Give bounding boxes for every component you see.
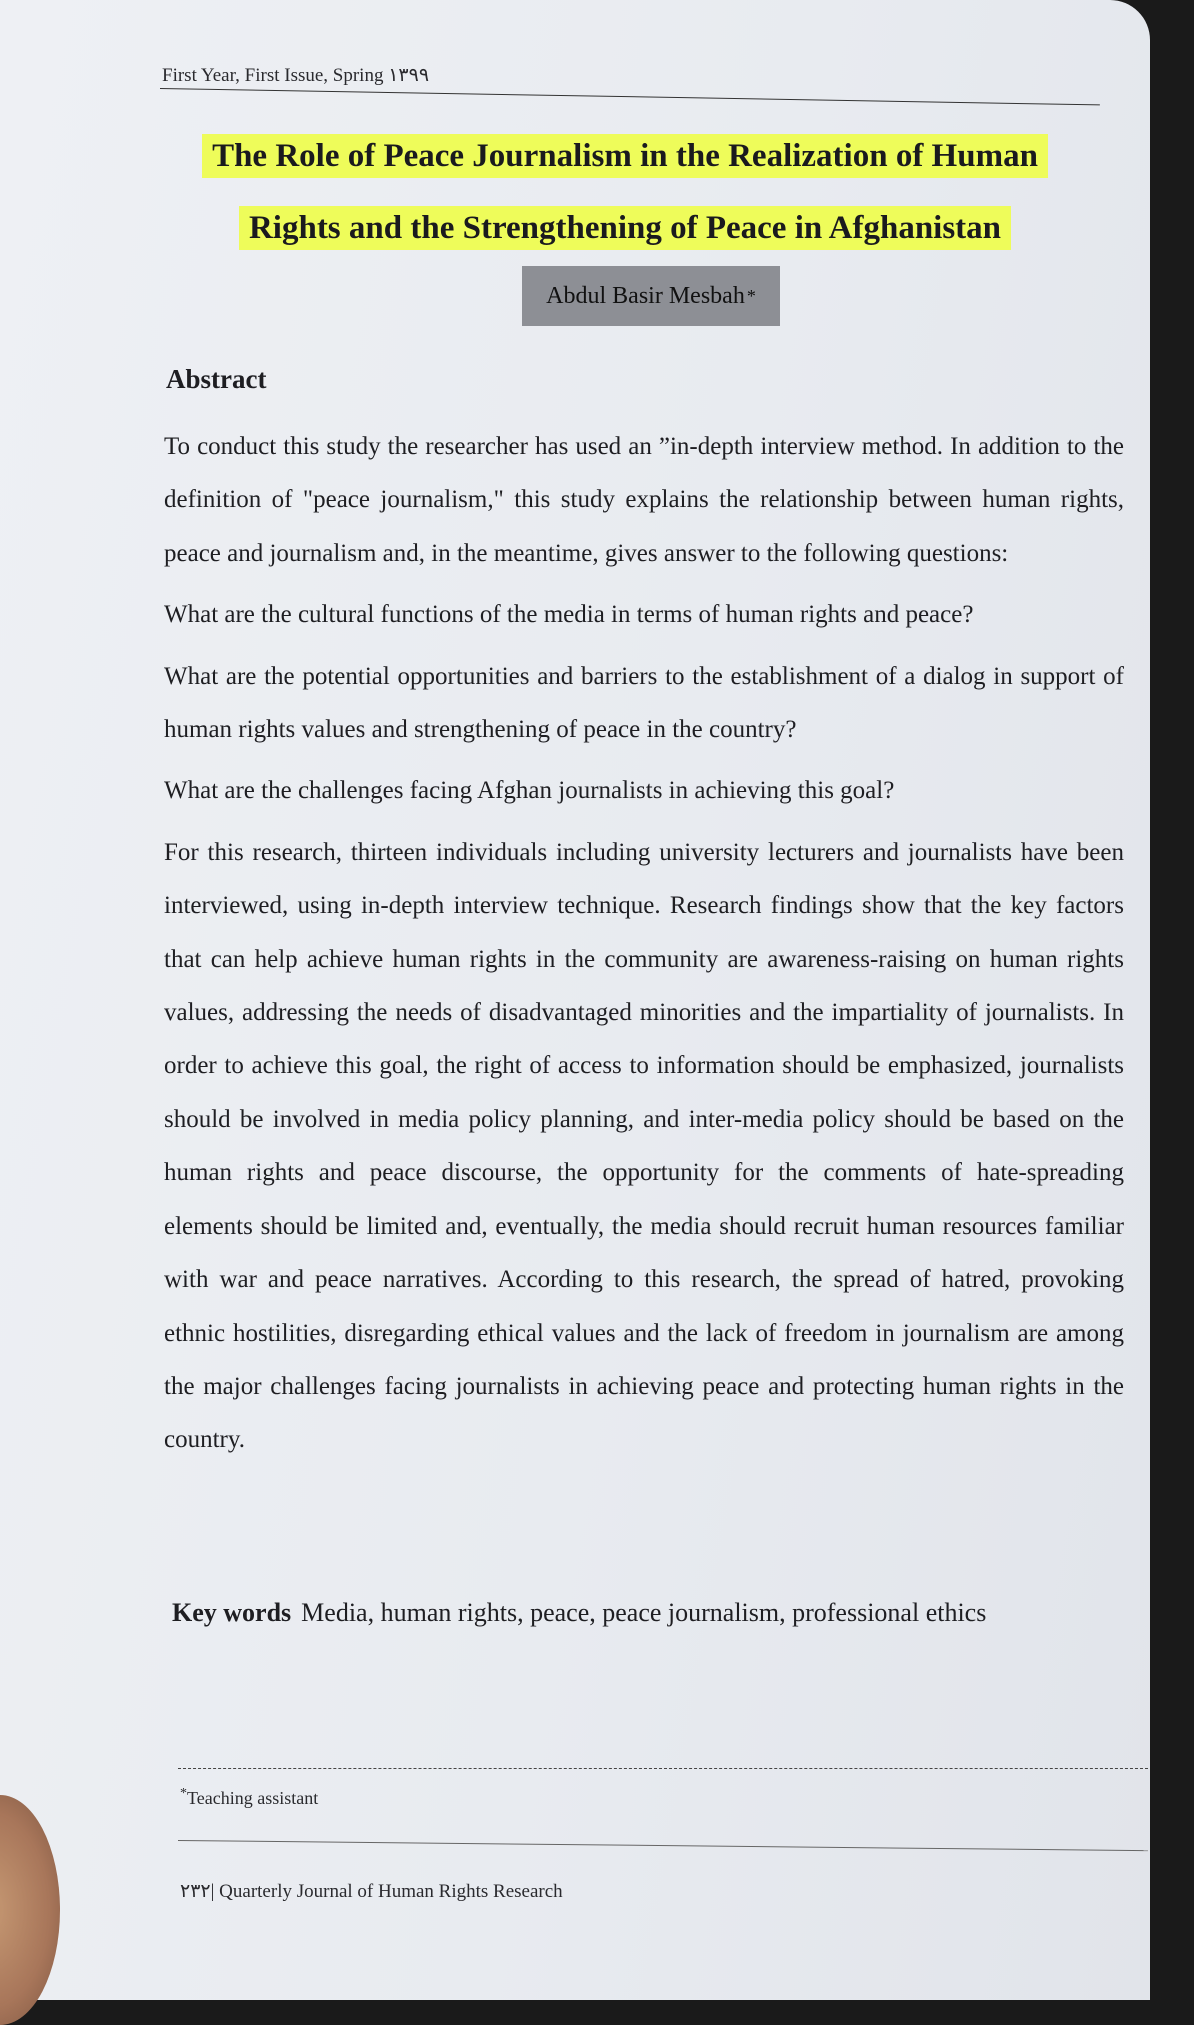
running-head: First Year, First Issue, Spring ۱۳۹۹: [162, 65, 430, 86]
page-footer: ۲۳۲| Quarterly Journal of Human Rights Research: [180, 1881, 563, 1902]
question-3: What are the challenges facing Afghan journalists in achieving this goal?: [164, 777, 895, 805]
keywords-line: [172, 1598, 986, 1628]
abstract-paragraph-1: To conduct this study the researcher has used an ”in-depth interview method. In addition to the definition of "peace journalism," this study explains the relationship between human rights, peace and journalism and, in the meantime, gives answer to the following questions:: [164, 433, 1124, 567]
header-rule: [160, 88, 1100, 105]
abstract-heading: Abstract: [166, 364, 267, 394]
abstract-body: [164, 420, 1124, 1467]
keywords-label: Key words: [172, 1598, 292, 1627]
article-title: [150, 120, 1100, 264]
author-box: [522, 266, 780, 326]
author-name: Abdul Basir Mesbah: [546, 282, 745, 309]
title-line-1: The Role of Peace Journalism in the Realization of Human: [202, 134, 1048, 178]
question-1: What are the cultural functions of the media in terms of human rights and peace?: [164, 601, 974, 629]
footer-rule: [178, 1840, 1148, 1851]
footnote-text: Teaching assistant: [187, 1788, 319, 1808]
keywords-list: Media, human rights, peace, peace journalism, professional ethics: [301, 1598, 987, 1627]
question-2: What are the potential opportunities and barriers to the establishment of a dialog in support of human rights values and strengthening of peace in the country?: [164, 662, 1124, 744]
author-footnote-mark: *: [746, 285, 756, 306]
footnote-mark: *: [180, 1786, 187, 1801]
footnote: [180, 1786, 318, 1809]
footnote-rule: [178, 1768, 1148, 1769]
title-line-2: Rights and the Strengthening of Peace in Afghanistan: [239, 206, 1011, 250]
abstract-paragraph-2: For this research, thirteen individuals including university lecturers and journalists have been interviewed, using in-depth interview technique. Research findings show that the key factors that can help achieve human rights in the community are awareness-raising on human rights values, addressing the needs of disadvantaged minorities and the impartiality of journalists. In order to achieve this goal, the right of access to information should be emphasized, journalists should be involved in media policy planning, and inter-media policy should be based on the human rights and peace discourse, the opportunity for the comments of hate-spreading elements should be limited and, eventually, the media should recruit human resources familiar with war and peace narratives. According to this research, the spread of hatred, provoking ethnic hostilities, disregarding ethical values and the lack of freedom in journalism are among the major challenges facing journalists in achieving peace and protecting human rights in the country.: [164, 838, 1124, 1454]
